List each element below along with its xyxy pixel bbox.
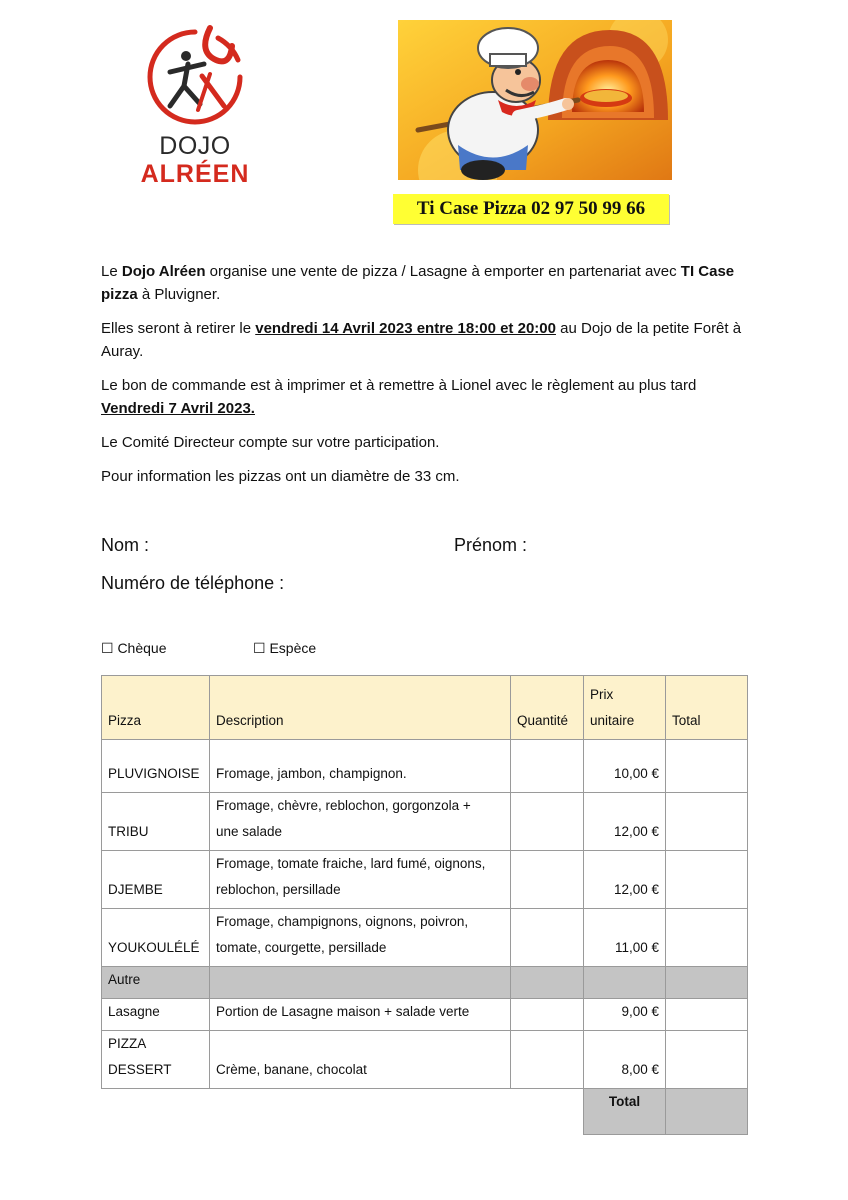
lasagne-name: Lasagne [102, 999, 210, 1031]
total-row [102, 1089, 748, 1135]
table-row [102, 740, 748, 793]
prenom-field-label[interactable]: Prénom : [454, 535, 528, 555]
dojo-logo-icon [140, 24, 250, 129]
autre-label: Autre [102, 967, 210, 999]
table-row [102, 909, 748, 967]
header-quantite: Quantité [511, 676, 584, 740]
nom-field-label[interactable]: Nom : [101, 535, 150, 555]
quantity-cell[interactable] [511, 1031, 584, 1089]
quantity-cell[interactable] [511, 740, 584, 793]
deadline-date: Vendredi 7 Avril 2023. [101, 400, 255, 417]
espece-checkbox[interactable]: ☐ Espèce [253, 640, 317, 656]
table-header-row [102, 676, 748, 740]
header-description: Description [210, 676, 511, 740]
pizza-name: DJEMBE [102, 851, 210, 909]
quantity-cell[interactable] [511, 851, 584, 909]
dojo-logo [130, 24, 260, 194]
order-table [101, 675, 748, 1135]
logo-text-alreen: ALRÉEN [140, 160, 250, 188]
unit-price: 12,00 € [584, 851, 666, 909]
table-row [102, 851, 748, 909]
cheque-checkbox[interactable]: ☐ Chèque [101, 640, 167, 656]
unit-price: 9,00 € [584, 999, 666, 1031]
header-prix-unitaire: Prix unitaire [584, 676, 666, 740]
pizza-description: Fromage, champignons, oignons, poivron, tomate, courgette, persillade [210, 909, 511, 967]
table-row [102, 999, 748, 1031]
intro-paragraph-3: Le bon de commande est à imprimer et à remettre à Lionel avec le règlement au plus tard Vendredi 7 Avril 2023. [101, 377, 697, 417]
pickup-date: vendredi 14 Avril 2023 entre 18:00 et 20:00 [255, 320, 556, 337]
table-row [102, 1031, 748, 1089]
partner-name: TI Case pizza [101, 263, 735, 303]
dessert-description: Crème, banane, chocolat [210, 1031, 511, 1089]
quantity-cell[interactable] [511, 909, 584, 967]
total-cell[interactable] [666, 909, 748, 967]
unit-price: 10,00 € [584, 740, 666, 793]
telephone-field-label[interactable]: Numéro de téléphone : [101, 573, 285, 593]
header-pizza: Pizza [102, 676, 210, 740]
pizza-description: Fromage, tomate fraiche, lard fumé, oignons, reblochon, persillade [210, 851, 511, 909]
table-row [102, 793, 748, 851]
total-cell[interactable] [666, 740, 748, 793]
header-total: Total [666, 676, 748, 740]
pizza-name: YOUKOULÉLÉ [102, 909, 210, 967]
partner-caption: Ti Case Pizza 02 97 50 99 66 [393, 194, 669, 224]
grand-total-label: Total [584, 1089, 666, 1135]
total-cell[interactable] [666, 793, 748, 851]
pizza-name: PLUVIGNOISE [102, 740, 210, 793]
pizza-description: Fromage, chèvre, reblochon, gorgonzola + une salade [210, 793, 511, 851]
total-cell[interactable] [666, 999, 748, 1031]
dessert-name: PIZZA DESSERT [102, 1031, 210, 1089]
intro-paragraph-1: Le Dojo Alréen organise une vente de pizza / Lasagne à emporter en partenariat avec TI Case pizza à Pluvigner. [101, 263, 735, 303]
intro-paragraph-5: Pour information les pizzas ont un diamètre de 33 cm. [101, 468, 460, 485]
grand-total-cell[interactable] [666, 1089, 748, 1135]
quantity-cell[interactable] [511, 793, 584, 851]
unit-price: 8,00 € [584, 1031, 666, 1089]
total-cell[interactable] [666, 1031, 748, 1089]
dojo-name: Dojo Alréen [121, 263, 206, 280]
intro-paragraph-4: Le Comité Directeur compte sur votre participation. [101, 434, 440, 451]
total-cell[interactable] [666, 851, 748, 909]
unit-price: 11,00 € [584, 909, 666, 967]
pizza-chef-illustration [398, 20, 672, 180]
logo-text-dojo: DOJO [159, 132, 231, 160]
intro-paragraph-2: Elles seront à retirer le vendredi 14 Avril 2023 entre 18:00 et 20:00 au Dojo de la petite Forêt à Auray. [101, 320, 742, 360]
autre-section-row [102, 967, 748, 999]
unit-price: 12,00 € [584, 793, 666, 851]
quantity-cell[interactable] [511, 999, 584, 1031]
pizza-name: TRIBU [102, 793, 210, 851]
pizza-description: Fromage, jambon, champignon. [210, 740, 511, 793]
intro-text [101, 260, 761, 499]
lasagne-description: Portion de Lasagne maison + salade verte [210, 999, 511, 1031]
